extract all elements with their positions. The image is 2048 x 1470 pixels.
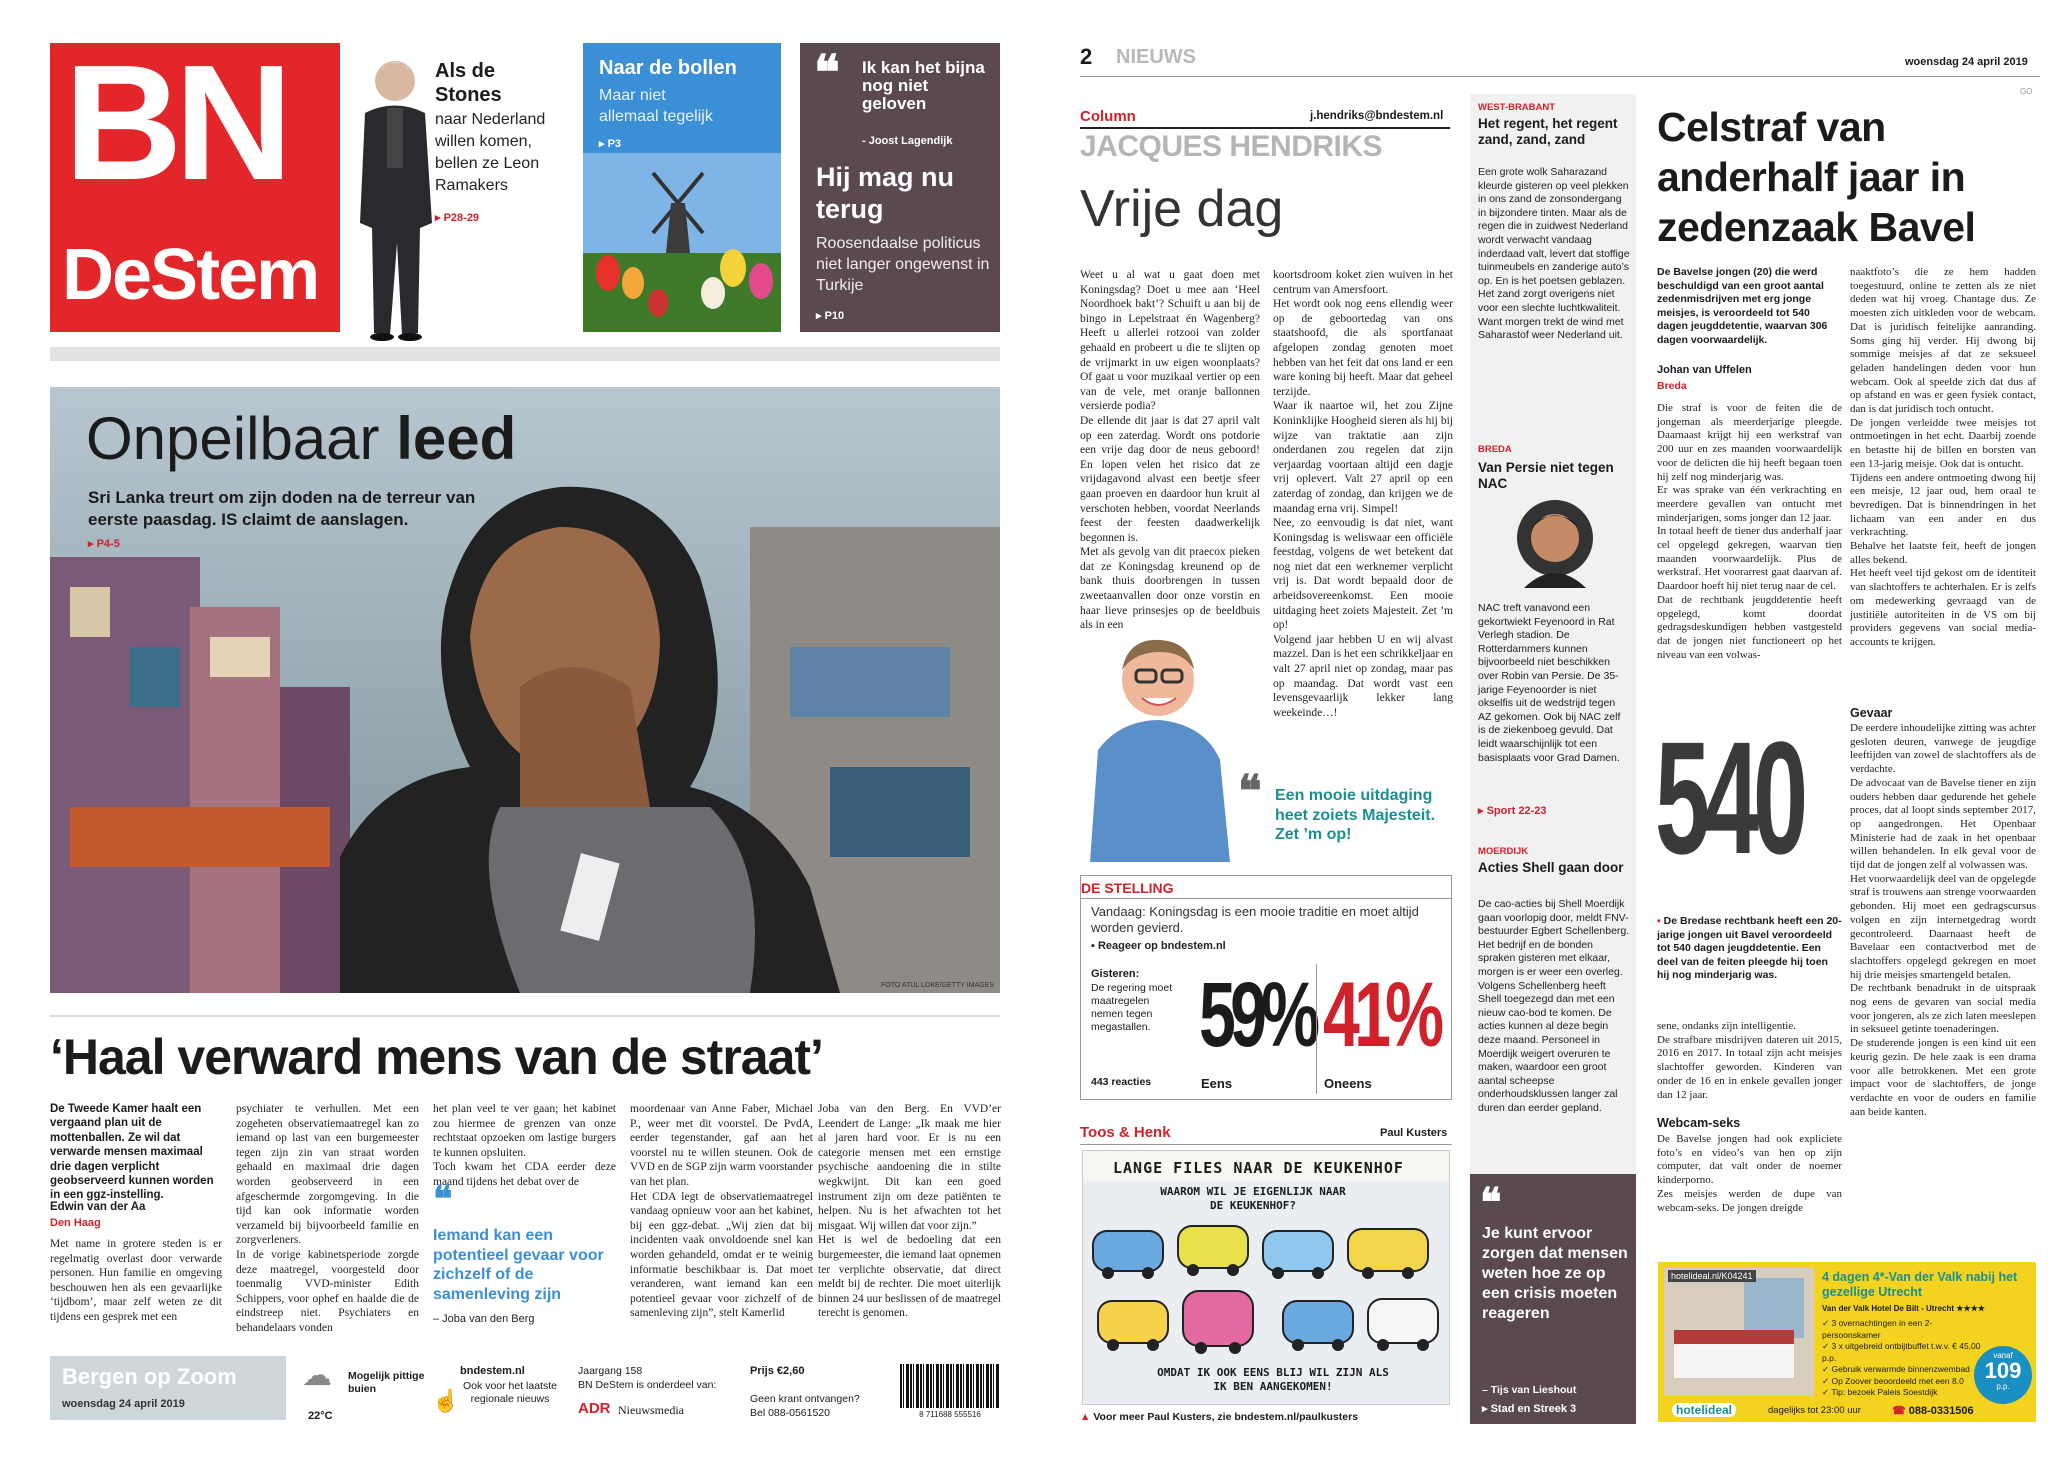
ad-price-unit: p.p.	[1996, 1382, 2010, 1391]
ad-code: hotelideal.nl/K04241	[1668, 1270, 1756, 1282]
main-col4: moordenaar van Anne Faber, Michael P., weer met dit voorstel. De PvdA, eerder tegenstander, gaf aan het voorstel nu te willen steunen. Ook de VVD en de SGP zijn warm voorstander van het plan. Het CDA legt de observatiemaatregel vandaag opnieuw voor aan het kabinet, bij een ggz-debat. „Wij zien dat bij incidenten vaak onvoldoende snel kan worden gehandeld, omdat er te weinig informatie beschikbaar is. Dat moet veranderen, want iemand kan een potentieel gevaar voor zichzelf of de samenleving zijn”, stelt Kamerlid	[630, 1103, 813, 1320]
ad-bullet: ✓ 3 overnachtingen in een 2-persoonskamer	[1822, 1318, 1933, 1340]
ad-price: 109	[1984, 1358, 2022, 1383]
footer-price: Prijs €2,60	[750, 1365, 805, 1377]
stelling-yes-pct: 59%	[1199, 964, 1315, 1066]
sidebar-quote: Je kunt ervoor zorgen dat mensen weten hoe ze op een crisis moeten reageren	[1482, 1225, 1628, 1322]
teaser-lagendijk-author: - Joost Lagendijk	[862, 135, 953, 147]
teaser-bollen-text: Maar niet allemaal tegelijk	[599, 87, 713, 125]
teaser-lagendijk-title: Hij mag nu terug	[816, 162, 955, 224]
windmill-tulips-photo	[583, 153, 781, 332]
sidebar-3-text: De cao-acties bij Shell Moerdijk gaan voorlopig door, meldt FNV-bestuurder Egbert Schellenberg. Het bedrijf en de bonden spraken gisteren met elkaar, morgen is er weer een overleg. Volgens Schellenberg heeft Shell toegezegd dan met een nieuw cao-bod te komen. De acties kunnen al deze begin deze maand. Personeel in Moerdijk weigert overuren te maken, waardoor een groot aantal scheepse onderhoudsklussen langer zal duren dan eerder gepland.	[1478, 898, 1630, 1114]
stelling-yes-label: Eens	[1201, 1076, 1233, 1091]
main-quote-icon: ❝	[433, 1178, 453, 1219]
article-subhead2: Gevaar	[1850, 706, 1893, 720]
cartoon-bubble1: WAAROM WIL JE EIGENLIJK NAAR DE KEUKENHOF?	[1160, 1185, 1346, 1212]
rule	[50, 1015, 1000, 1017]
teaser-stones[interactable]	[340, 43, 565, 343]
teaser-lagendijk[interactable]	[800, 43, 1000, 332]
pullquote-icon: ❝	[1238, 767, 1262, 816]
main-headline: ‘Haal verward mens van de straat’	[50, 1029, 823, 1085]
main-author: Edwin van der Aa	[50, 1201, 146, 1213]
sidebar-quote-icon: ❝	[1480, 1181, 1502, 1225]
header-rule	[1080, 76, 2040, 77]
hero-ref: ▸ P4-5	[88, 538, 120, 550]
vanpersie-photo	[1514, 498, 1596, 588]
stelling-cta[interactable]: ▪ Reageer op bndestem.nl	[1091, 940, 1226, 952]
main-col3: het plan veel te ver gaan; het kabinet zou hiermee de grenzen van onze rechtstaat opzoeken om lastige burgers te kunnen opsluiten. Toch kwam het CDA eerder deze maand tijdens het debat over de	[433, 1103, 616, 1188]
column-pullquote: Een mooie uitdaging heet zoiets Majesteit. Zet ’m op!	[1275, 787, 1436, 843]
cartoon-panel	[1082, 1150, 1450, 1405]
ad-phone[interactable]: ☎ 088-0331506	[1892, 1405, 1974, 1417]
section-name: NIEUWS	[1116, 46, 1196, 68]
sidebar-3-title: Acties Shell gaan door	[1478, 860, 1624, 875]
stelling-reactions: 443 reacties	[1091, 1076, 1152, 1088]
article-col1c: De Bavelse jongen had ook expliciete foto’s en video’s van hen op zijn computer, dat valt onder de noemer kinderporno. Zes meisjes werden de dupe van webcam-seks. De jongen dreigde	[1657, 1133, 1842, 1214]
article-col1: Die straf is voor de feiten die de jongeman als meerderjarige pleegde. Daarnaast krijgt hij een werkstraf van 200 uur en zes maanden voorwaardelijk voor de delicten die hij heeft begaan toen hij zelf nog minderjarig was. Er was sprake van één verkrachting en meerdere gevallen van ontucht met minderjarigen, soms jonger dan 12 jaar. In totaal heeft de tiener dus anderhalf jaar cel opgelegd gekregen, waarvan tien maanden voorwaardelijk. Plus de werkstraf. Het voorarrest gaat daarvan af. Daardoor hoeft hij niet terug naar de cel. Dat de rechtbank jeugddetentie heeft opgelegd, komt doordat gedragsdeskundigen hebben vastgesteld dat de jongen niet functioneert op het niveau van een volwas-	[1657, 402, 1842, 661]
article-lead: De Bavelse jongen (20) die werd beschuldigd van een groot aantal zedenmisdrijven met erg jonge meisjes, is veroordeeld tot 540 dagen jeugddetentie, waarvan 306 dagen voorwaardelijk.	[1657, 266, 1828, 346]
stelling-divider	[1316, 964, 1317, 1094]
column-label: Column	[1080, 108, 1136, 125]
barcode	[900, 1364, 1000, 1408]
cartoon-bubble2: OMDAT IK OOK EENS BLIJ WIL ZIJN ALS IK BEN AANGEKOMEN!	[1157, 1366, 1389, 1393]
stelling-question: Vandaag: Koningsdag is een mooie traditie en moet altijd worden gevierd.	[1091, 904, 1419, 935]
sidebar-quote-ref: ▸ Stad en Streek 3	[1482, 1403, 1577, 1415]
cartoon-rule	[1080, 1144, 1452, 1145]
page-number: 2	[1080, 44, 1093, 69]
teaser-bollen-title: Naar de bollen	[599, 57, 737, 79]
teaser-lagendijk-quote: Ik kan het bijna nog niet geloven	[862, 58, 985, 113]
logo-bn: BN	[64, 31, 285, 214]
footer-volume: Jaargang 158	[578, 1365, 643, 1377]
ad-price-badge	[1974, 1346, 2032, 1404]
ad-hours: dagelijks tot 23:00 uur	[1768, 1405, 1861, 1416]
ad-bullets	[1822, 1318, 1982, 1399]
footer-date: woensdag 24 april 2019	[62, 1398, 185, 1410]
ad-bullet: ✓ Tip: bezoek Paleis Soestdijk	[1822, 1387, 1938, 1397]
footer-edition-box	[50, 1356, 286, 1420]
sidebar-2-ref: ▸ Sport 22-23	[1478, 805, 1547, 817]
weather-icon: ☁	[302, 1359, 332, 1392]
sidebar-2-title: Van Persie niet tegen NAC	[1478, 460, 1614, 491]
main-location: Den Haag	[50, 1217, 101, 1229]
stelling-box	[1080, 875, 1452, 1100]
stelling-yesterday-label: Gisteren:	[1091, 968, 1140, 980]
cartoon-title: LANGE FILES NAAR DE KEUKENHOF	[1113, 1159, 1404, 1177]
logo	[50, 31, 340, 332]
hotel-room-photo	[1664, 1268, 1814, 1396]
teaser-lagendijk-ref: ▸ P10	[816, 310, 845, 322]
footer-site[interactable]: bndestem.nl	[460, 1365, 525, 1377]
stelling-rule	[1081, 898, 1451, 899]
ad-price-from: vanaf	[1993, 1351, 2013, 1360]
hotel-ad[interactable]	[1658, 1262, 2036, 1422]
person-photo	[340, 53, 450, 343]
column-col1: Weet u al wat u gaat doen met Koningsdag? Doet u mee aan ‘Heel Noordhoek bakt’? Schuift u aan bij de bingo in Lepelstraat én Wagenberg? Heeft u allerlei rotzooi van zolder gehaald en probeert u die te slijten op de vrijmarkt in uw eigen woonplaats? Of gaat u voor muzikaal vertier op een van de vele, met oranje ballonnen versierde podia? De ellende dit jaar is dat 27 april valt op een zaterdag. Wordt ons potdorie een vrije dag door de neus geboord! En lopen velen het risico dat ze vrijdagavond alvast een beetje sfeer gaan proeven en daardoor hun kruit al verschoten hebben, voordat Neerlands feest der feesten daadwerkelijk begonnen is. Met als gevolg van dit praecox pieken dat ze Koningsdag kreunend op de bank thuis doorbrengen in tussen zweetaanvallen door onze vorstin en haar lieve prinsesjes op de beeldbuis als in een	[1080, 269, 1260, 632]
header-code: GO	[2020, 87, 2033, 96]
teaser-stones-ref: ▸ P28-29	[435, 212, 480, 224]
stelling-no-label: Oneens	[1324, 1076, 1372, 1091]
quote-icon: ❝	[814, 47, 840, 100]
stelling-label: DE STELLING	[1081, 880, 1174, 896]
footer-temp: 22°C	[308, 1410, 333, 1422]
left-page	[0, 0, 1010, 1470]
hand-icon: ☝	[432, 1388, 460, 1413]
sidebar-quote-author: – Tijs van Lieshout	[1482, 1384, 1577, 1396]
right-page	[1010, 0, 2048, 1470]
cartoon-label: Toos & Henk	[1080, 1124, 1171, 1141]
sidebar-quote-box	[1470, 1174, 1636, 1424]
hero-headline	[86, 399, 516, 479]
sidebar-1-text: Een grote wolk Saharazand kleurde gisteren op veel plekken in ons zand de zonsondergang in bijzondere tinten. Maar als de regen die in zuidwest Nederland wordt verwacht vandaag inderdaad valt, levert dat stoffige tuinmeubels en zanderige auto’s op. En is het poetsen geblazen. Het zand zorgt overigens niet voor een slechte luchtkwaliteit. Want morgen trekt de wind met Saharastof weer Nederland uit.	[1478, 166, 1630, 342]
ad-bullet: ✓ 3 x uitgebreid ontbijtbuffet t.w.v. € 45,00 p.p.	[1822, 1341, 1981, 1363]
big-number-caption: ▪ De Bredase rechtbank heeft een 20-jarige jongen uit Bavel veroordeeld tot 540 dagen jeugddetentie. Een deel van de feiten pleegde hij toen hij nog minderjarig was.	[1657, 915, 1842, 982]
big-number: 540	[1655, 708, 1802, 887]
cartoon-artist: Paul Kusters	[1380, 1127, 1448, 1139]
footer-publisher-text: BN DeStem is onderdeel van:	[578, 1379, 717, 1391]
teaser-bollen[interactable]	[583, 43, 781, 332]
main-quote-author: – Joba van den Berg	[433, 1313, 535, 1325]
footer-site-text: Ook voor het laatste regionale nieuws	[463, 1380, 557, 1405]
hero-headline-light: Onpeilbaar	[86, 405, 380, 472]
teaser-stones-title: Als de Stones	[435, 60, 502, 106]
sidebar-2-region: BREDA	[1478, 444, 1512, 455]
column-email[interactable]: j.hendriks@bndestem.nl	[1310, 110, 1444, 122]
column-col2: koortsdroom koket zien wuiven in het centrum van Amersfoort. Het wordt ook nog eens ellendig weer op de geboortedag van ons staatshoofd, die als sportfanaat afgelopen zondag genoten moet hebben van het feit dat ons land er een ware koning bij heeft. Maar dat geheel terzijde. Waar ik naartoe wil, het zou Zijne Koninklijke Hoogheid sieren als hij bij wijze van traktatie aan zijn onderdanen zou regelen dat zijn verjaardag voortaan altijd een dagje vrij oplevert. Valt 27 april op een zaterdag of zondag, dan krijgen we de maandag erna vrij. Simpel! Nee, zo eenvoudig is dat niet, want Koningsdag is weliswaar een officiële feestdag, volgens de wet betekent dat nog niet dat een werknemer verplicht vrij is. Dat wordt bepaald door de arbeidsovereenkomst. Een mooie uitdaging heet zoiets Majesteit. Zet ’m op! Volgend jaar hebben U en wij alvast mazzel. Dan is het een schrikkeljaar en valt 27 april niet op zondag, maar pas op maandag. Dat wordt vast een levensgevaarlijk lekker lang weekeinde…!	[1273, 269, 1453, 719]
main-col2: psychiater te verhullen. Met een zogeheten observatiemaatregel kan zo iemand op last van een burgemeester tegen zijn zin van straat worden gehaald en maximaal drie dagen worden geobserveerd in een afgeschermde zorgomgeving. In die tijd kan ook informatie worden verzameld bij bijvoorbeeld familie en zorgverleners. In de vorige kabinetsperiode zorgde deze maatregel, voorgesteld door toenmalig VVD-minister Edith Schippers, voor ophef en haalde die de eindstreep niet. Psychiaters en behandelaars vonden	[236, 1103, 419, 1334]
ad-hotel: Van der Valk Hotel De Bilt - Utrecht ★★★★	[1822, 1304, 1985, 1313]
main-quote: Iemand kan een potentieel gevaar voor zichzelf of de samenleving zijn	[433, 1227, 604, 1303]
main-col1: Met name in grotere steden is er regelmatig overlast door verwarde personen. Hun familie en omgeving beschouwen hen als een gevaarlijke ‘tijdbom’, maar zelf weten ze dit tijdens een gesprek met een	[50, 1238, 222, 1323]
stelling-yesterday: De regering moet maatregelen nemen tegen megastallen.	[1091, 982, 1173, 1033]
column-author: JACQUES HENDRIKS	[1080, 130, 1383, 163]
sidebar	[1470, 94, 1636, 1424]
article-location: Breda	[1657, 380, 1687, 392]
hero-headline-bold: leed	[396, 405, 517, 472]
main-lead: De Tweede Kamer haalt een vergaand plan uit de mottenballen. Ze wil dat verwarde mensen maximaal drie dagen verplicht geobserveerd kunnen worden in een ggz-instelling.	[50, 1103, 214, 1202]
hero-subhead: Sri Lanka treurt om zijn doden na de terreur van eerste paasdag. IS claimt de aanslagen.	[88, 488, 476, 529]
article-col2b: De eerdere inhoudelijke zitting was achter gesloten deuren, vanwege de jeugdige leeftijden van zowel de slachtoffers als de verdachte. De advocaat van de Bavelse tiener en zijn ouders hebben daar gedurende het gehele proces, dat al loopt sinds september 2017, op aangedrongen. Het Openbaar Ministerie had de zaak in het openbaar willen behandelen. In elk geval voor de tijd dat de jongen zelf al volwassen was. Het voorwaardelijk deel van de opgelegde straf is trouwens aan strenge voorwaarden gebonden. Hij moet een gedragscursus volgen en zijn internetgedrag wordt gecontroleerd. Daarnaast heeft de Bavelaar een contactverbod met de slachtoffers opgelegd gekregen en moet hij drie meisjes smartengeld betalen. De rechtbank benadrukt in de uitspraak nog eens de gevaren van social media voor jongeren, als ze zich laten meeslepen in seksueel getinte toenaderingen. De studerende jongen is een kind uit een keurig gezin. De hele zaak is een drama voor alle betrokkenen. Met een grote impact voor de slachtoffers, de jonge verdachte en voor de ouders en familie aan beide kanten.	[1850, 722, 2037, 1118]
ad-title: 4 dagen 4*-Van der Valk nabij het gezellige Utrecht	[1822, 1270, 2018, 1299]
columnist-photo	[1080, 600, 1230, 862]
sidebar-1-region: WEST-BRABANT	[1478, 102, 1556, 113]
hero-photo[interactable]	[50, 387, 1000, 993]
hero-credit: FOTO ATUL LOKE/GETTY IMAGES	[881, 982, 994, 989]
footer-edition: Bergen op Zoom	[62, 1364, 237, 1389]
stelling-no-pct: 41%	[1323, 964, 1439, 1066]
article-subhead1: Webcam-seks	[1657, 1116, 1741, 1130]
sidebar-2-text: NAC treft vanavond een gekortwiekt Feyenoord in Rat Verlegh stadion. De Rotterdammers kunnen bijvoorbeeld niet beschikken over Robin van Persie. De 35-jarige Feyenoorder is niet okselfis uit de wedstrijd tegen AZ gekomen. Ook bij NAC zelf is de ziekenboeg gevuld. Dat leidt waarschijnlijk tot een basisplaats voor Grad Damen.	[1478, 602, 1621, 764]
footer-weather: Mogelijk pittige buien	[348, 1370, 425, 1395]
article-col2: naaktfoto’s die ze hem hadden toegestuurd, online te zetten als ze niet deden wat hij vroeg. Chantage dus. Ze moesten zich uitkleden voor de webcam. Dat is juridisch feitelijke aanranding. Soms ging hij verder. Hij dwong bij sommige meisjes af dat ze seksueel geladen handelingen deden voor hun webcam. Ook al speelde zich dat dus af op afstand en was er geen fysiek contact, dan is dat juridisch toch ontucht. De jongen verleidde twee meisjes tot ontmoetingen in het echt. Daarbij zoende en betastte hij de billen en borsten van een 13-jarig meisje. Ook dat is ontucht. Tijdens een andere ontmoeting dwong hij een meisje, 12 jaar oud, hem oraal te bevredigen. Dat is binnendringen in het lichaam van een ander en dus verkrachting. Behalve het laatste feit, heeft de jongen alles bekend. Het heeft veel tijd gekost om de identiteit van slachtoffers te achterhalen. Er is zelfs om medewerking gevraagd van de justitiële autoriteiten in de VS om bij providers gegevens van social media-accounts te krijgen.	[1850, 266, 2036, 648]
column-title: Vrije dag	[1080, 180, 1284, 238]
barcode-number: 8 711688 555516	[919, 1410, 981, 1419]
sidebar-1-title: Het regent, het regent zand, zand, zand	[1478, 116, 1618, 147]
divider	[50, 347, 1000, 361]
cartoon-more[interactable]: ▲ Voor meer Paul Kusters, zie bndestem.nl/paulkusters	[1080, 1411, 1359, 1423]
article-headline: Celstraf van anderhalf jaar in zedenzaak Bavel	[1657, 104, 1976, 250]
sidebar-3-region: MOERDIJK	[1478, 846, 1529, 857]
teaser-stones-text: naar Nederland willen komen, bellen ze Leon Ramakers	[435, 111, 546, 194]
ad-bullet: ✓ Gebruik verwarmde binnenzwembad	[1822, 1364, 1970, 1374]
teaser-lagendijk-text: Roosendaalse politicus niet langer ongewenst in Turkije	[816, 235, 990, 294]
footer-sub-q: Geen krant ontvangen?	[750, 1393, 860, 1405]
ad-bullet: ✓ Op Zoover beoordeeld met een 8.0	[1822, 1375, 1964, 1386]
ad-brand: hotelideal	[1672, 1403, 1736, 1417]
article-author: Johan van Uffelen	[1657, 364, 1752, 376]
footer-sub-phone: Bel 088-0561520	[750, 1407, 830, 1419]
teaser-bollen-ref: ▸ P3	[599, 138, 622, 150]
header-date: woensdag 24 april 2019	[1905, 56, 2028, 68]
footer-publisher: Nieuwsmedia	[618, 1403, 684, 1417]
logo-destem: DeStem	[62, 235, 319, 315]
column-rule	[1080, 127, 1450, 129]
main-col5: Joba van den Berg. En VVD’er Leendert de Lange: „Ik maak me hier al jaren hard voor. Er is nu een categorie mensen met een ernstige psychische aandoening die in stilte wegkwijnt. Dit kan een goed instrument zijn om deze patiënten te helpen. Nu is het afwachten tot het misgaat. Wij willen dat voor zijn.” Het is wel de bedoeling dat een burgemeester, die iemand laat opnemen ter verplichte observatie, dat direct meldt bij de rechter. Die moet uiterlijk binnen 24 uur beslissen of de maatregel terecht is genomen.	[818, 1103, 1001, 1320]
article-col1b: sene, ondanks zijn intelligentie. De strafbare misdrijven dateren uit 2015, 2016 en 2017. In totaal zijn acht meisjes slachtoffer geworden. Kinderen van onder de 16 en in enkele gevallen jonger dan 12 jaar.	[1657, 1020, 1842, 1101]
adr-logo: ADR	[578, 1400, 611, 1417]
